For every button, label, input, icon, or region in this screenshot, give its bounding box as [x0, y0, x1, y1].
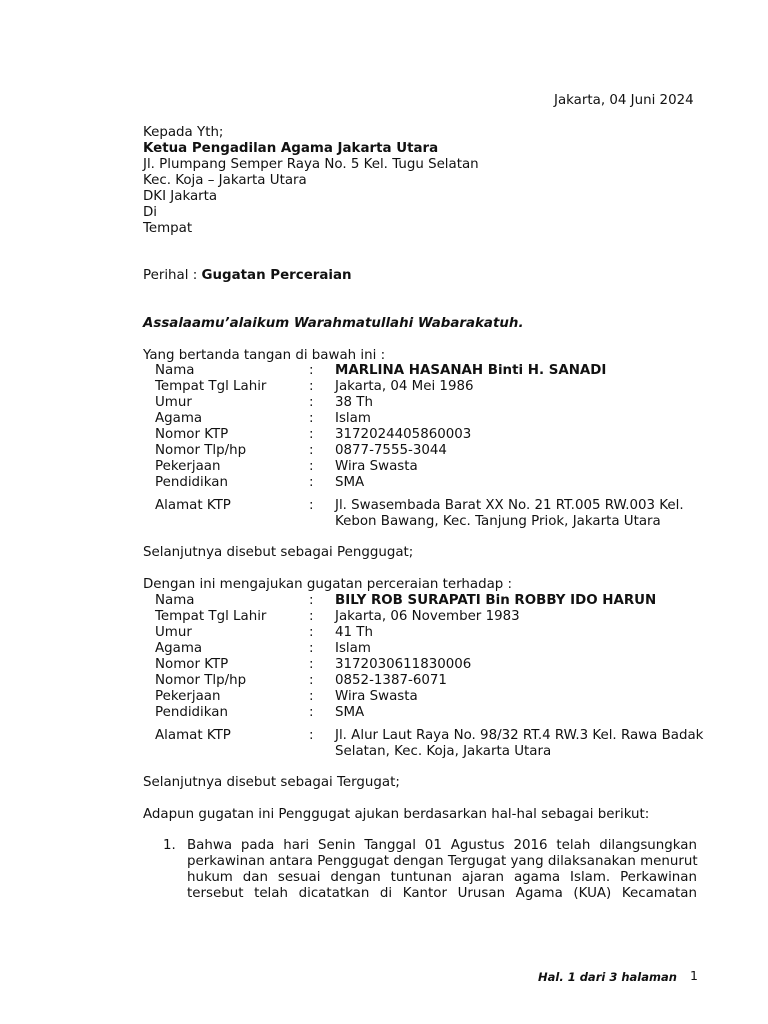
field-colon: :	[309, 459, 314, 474]
field-label: Nomor Tlp/hp	[155, 443, 247, 458]
field-label: Tempat Tgl Lahir	[155, 379, 267, 394]
field-label: Pekerjaan	[155, 689, 221, 704]
defendant-row	[0, 641, 768, 657]
field-label: Alamat KTP	[155, 728, 231, 743]
subject-text: Gugatan Perceraian	[201, 268, 352, 283]
plaintiff-row-continued	[0, 514, 768, 530]
plaintiff-row	[0, 459, 768, 475]
list-item-line: tersebut telah dicatatkan di Kantor Urusan Agama (KUA) Kecamatan	[187, 886, 697, 901]
field-label: Umur	[155, 625, 192, 640]
defendant-row	[0, 673, 768, 689]
field-label: Nomor KTP	[155, 657, 229, 672]
field-value: Jl. Swasembada Barat XX No. 21 RT.005 RW.003 Kel.	[335, 498, 684, 513]
field-value: Islam	[335, 411, 371, 426]
field-value: 3172030611830006	[335, 657, 472, 672]
field-value: SMA	[335, 475, 365, 490]
field-label: Nomor KTP	[155, 427, 229, 442]
defendant-row-continued	[0, 744, 768, 760]
field-colon: :	[309, 657, 314, 672]
list-item-line: hukum dan sesuai dengan tuntunan ajaran agama Islam. Perkawinan	[187, 870, 697, 885]
subject-line	[143, 268, 352, 284]
field-colon: :	[309, 641, 314, 656]
plaintiff-row	[0, 475, 768, 491]
defendant-row	[0, 689, 768, 705]
list-number: 1.	[163, 838, 176, 853]
field-colon: :	[309, 705, 314, 720]
field-value: Islam	[335, 641, 371, 656]
field-colon: :	[309, 609, 314, 624]
field-value: Jakarta, 04 Mei 1986	[335, 379, 474, 394]
field-value: Kebon Bawang, Kec. Tanjung Priok, Jakarta Utara	[335, 514, 661, 529]
field-value: 0852-1387-6071	[335, 673, 447, 688]
plaintiff-note: Selanjutnya disebut sebagai Penggugat;	[143, 545, 414, 560]
field-colon: :	[309, 689, 314, 704]
field-label: Alamat KTP	[155, 498, 231, 513]
recipient-address-line: Kec. Koja – Jakarta Utara	[143, 173, 307, 188]
field-colon: :	[309, 475, 314, 490]
field-value: Wira Swasta	[335, 689, 418, 704]
field-value: 38 Th	[335, 395, 373, 410]
field-colon: :	[309, 411, 314, 426]
defendant-row	[0, 609, 768, 625]
recipient-salutation: Kepada Yth;	[143, 125, 224, 140]
plaintiff-row	[0, 411, 768, 427]
field-label: Tempat Tgl Lahir	[155, 609, 267, 624]
plaintiff-row	[0, 427, 768, 443]
defendant-note: Selanjutnya disebut sebagai Tergugat;	[143, 775, 400, 790]
page-label: Hal. 1 dari 3 halaman	[538, 970, 677, 984]
field-colon: :	[309, 728, 314, 743]
recipient-address-line: DKI Jakarta	[143, 189, 218, 204]
field-value: Wira Swasta	[335, 459, 418, 474]
plaintiff-row	[0, 443, 768, 459]
against-intro: Dengan ini mengajukan gugatan perceraian terhadap :	[143, 577, 513, 592]
plaintiff-row	[0, 498, 768, 514]
field-label: Pendidikan	[155, 475, 228, 490]
subject-label: Perihal :	[143, 268, 202, 283]
field-value: Jakarta, 06 November 1983	[335, 609, 520, 624]
plaintiff-row	[0, 363, 768, 379]
field-value: 41 Th	[335, 625, 373, 640]
defendant-row	[0, 625, 768, 641]
defendant-row	[0, 705, 768, 721]
field-label: Nama	[155, 593, 195, 608]
recipient-at: Di	[143, 205, 158, 220]
basis-intro: Adapun gugatan ini Penggugat ajukan berdasarkan hal-hal sebagai berikut:	[143, 807, 650, 822]
field-colon: :	[309, 379, 314, 394]
field-value: Selatan, Kec. Koja, Jakarta Utara	[335, 744, 552, 759]
field-colon: :	[309, 673, 314, 688]
plaintiff-row	[0, 395, 768, 411]
recipient-address-line: Jl. Plumpang Semper Raya No. 5 Kel. Tugu Selatan	[143, 157, 479, 172]
field-label: Pekerjaan	[155, 459, 221, 474]
plaintiff-row	[0, 379, 768, 395]
defendant-name: BILY ROB SURAPATI Bin ROBBY IDO HARUN	[335, 593, 657, 608]
list-item-line: Bahwa pada hari Senin Tanggal 01 Agustus 2016 telah dilangsungkan	[187, 838, 697, 853]
field-label: Nomor Tlp/hp	[155, 673, 247, 688]
field-label: Agama	[155, 641, 203, 656]
intro-text: Yang bertanda tangan di bawah ini :	[143, 348, 386, 363]
field-colon: :	[309, 395, 314, 410]
recipient-title: Ketua Pengadilan Agama Jakarta Utara	[143, 141, 439, 156]
place-date: Jakarta, 04 Juni 2024	[554, 93, 694, 108]
page-number: 1	[690, 968, 698, 983]
field-value: SMA	[335, 705, 365, 720]
field-colon: :	[309, 593, 314, 608]
defendant-row	[0, 657, 768, 673]
field-label: Agama	[155, 411, 203, 426]
plaintiff-name: MARLINA HASANAH Binti H. SANADI	[335, 363, 607, 378]
field-value: Jl. Alur Laut Raya No. 98/32 RT.4 RW.3 Kel. Rawa Badak	[335, 728, 704, 743]
field-colon: :	[309, 443, 314, 458]
field-colon: :	[309, 625, 314, 640]
field-label: Nama	[155, 363, 195, 378]
field-value: 3172024405860003	[335, 427, 472, 442]
field-value: 0877-7555-3044	[335, 443, 447, 458]
field-colon: :	[309, 363, 314, 378]
field-colon: :	[309, 427, 314, 442]
recipient-place: Tempat	[143, 221, 193, 236]
list-item-line: perkawinan antara Penggugat dengan Tergugat yang dilaksanakan menurut	[187, 854, 698, 869]
greeting: Assalaamu’alaikum Warahmatullahi Wabarakatuh.	[143, 316, 524, 331]
field-label: Pendidikan	[155, 705, 228, 720]
defendant-row	[0, 728, 768, 744]
field-label: Umur	[155, 395, 192, 410]
defendant-row	[0, 593, 768, 609]
field-colon: :	[309, 498, 314, 513]
